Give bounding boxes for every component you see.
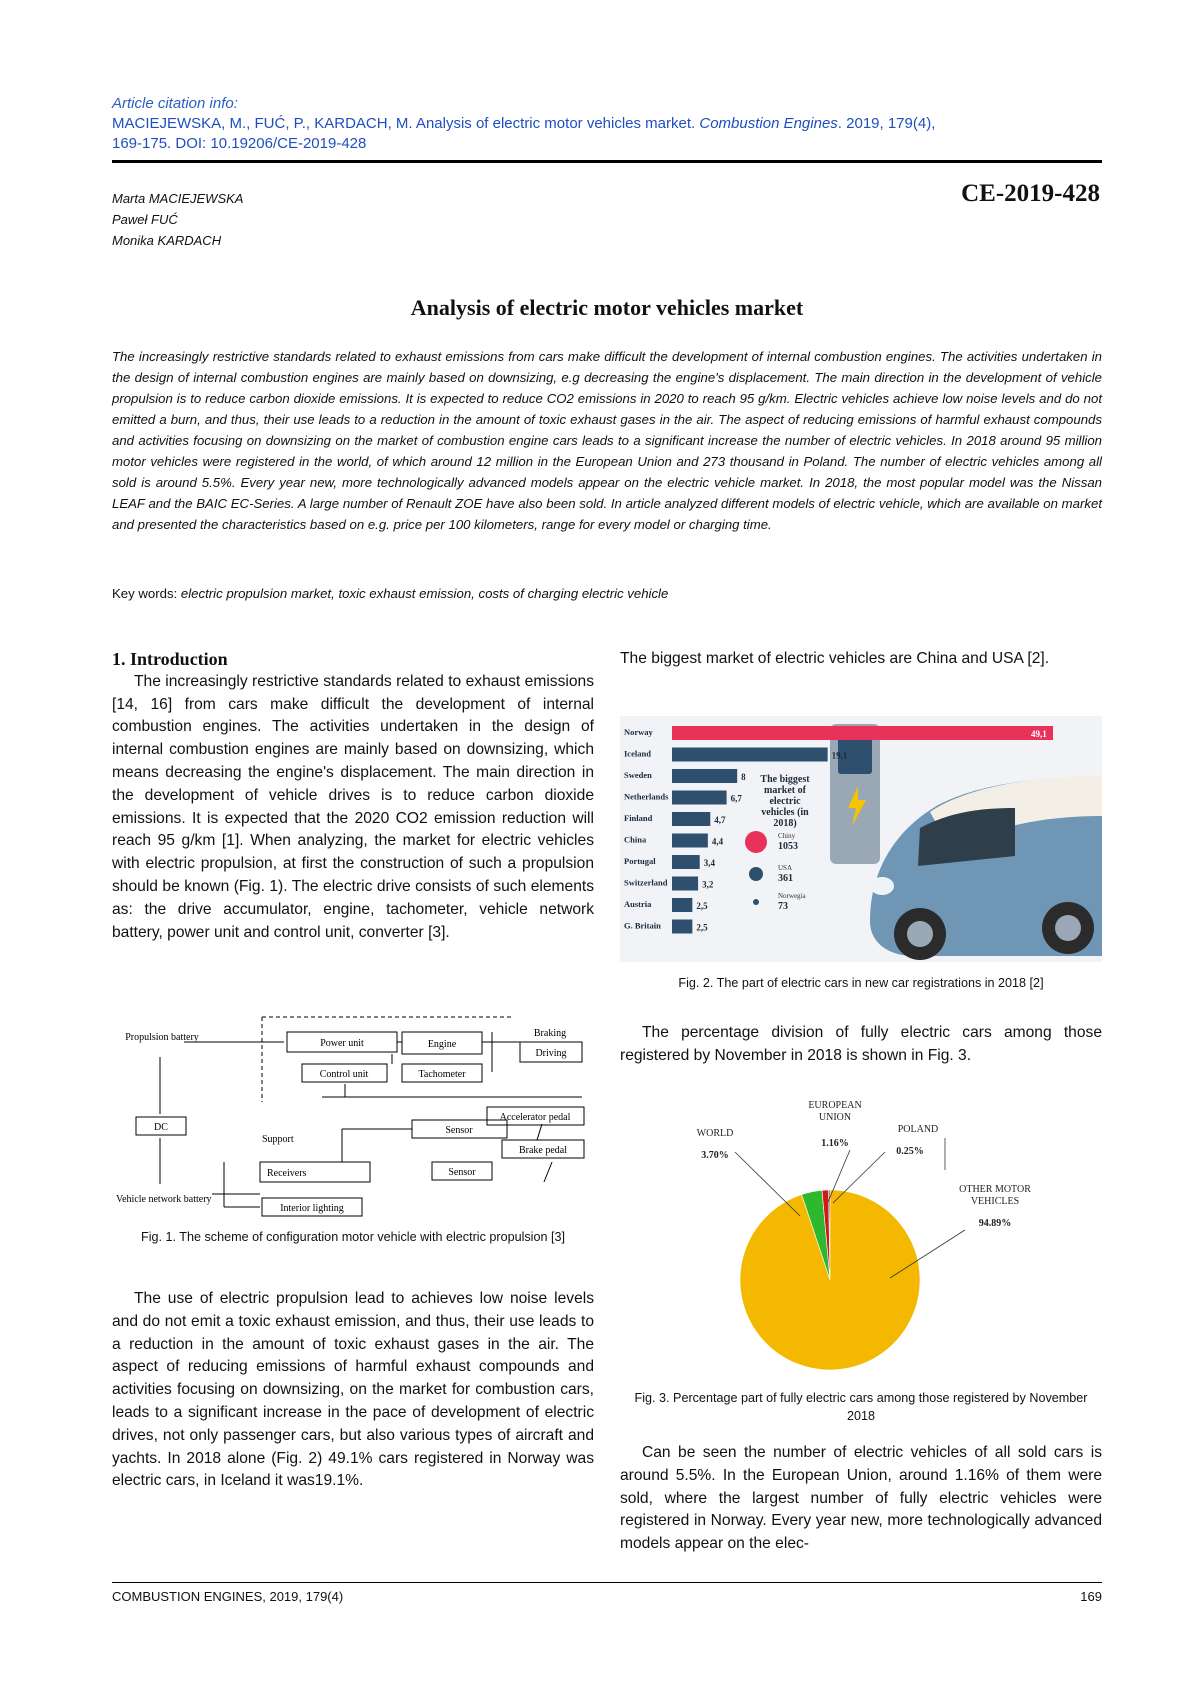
bar bbox=[672, 748, 828, 762]
driving-label: Driving bbox=[535, 1048, 567, 1059]
bar-value-label: 3,4 bbox=[703, 858, 715, 868]
slice-name-other: OTHER MOTOR VEHICLES bbox=[959, 1184, 1031, 1207]
author: Monika KARDACH bbox=[112, 233, 222, 248]
braking-label: Braking bbox=[533, 1028, 567, 1039]
right-column-mid bbox=[620, 1022, 1102, 1068]
bar-category-label: Sweden bbox=[624, 770, 652, 780]
bubble bbox=[749, 867, 763, 881]
propulsion-battery-label: Propulsion battery bbox=[125, 1032, 199, 1043]
bar-category-label: Norway bbox=[624, 727, 653, 737]
bubble-label: Norwegia bbox=[778, 892, 806, 900]
brake-pedal-label: Brake pedal bbox=[518, 1145, 568, 1156]
citation-doi[interactable]: 169-175. DOI: 10.19206/CE-2019-428 bbox=[112, 135, 367, 152]
bubble-label: USA bbox=[778, 864, 793, 872]
bar-value-label: 2,5 bbox=[696, 922, 708, 933]
slice-label-world: 3.70% bbox=[701, 1150, 729, 1161]
bar-category-label: Portugal bbox=[624, 856, 656, 866]
bar bbox=[672, 877, 698, 891]
slice-label-other: 94.89% bbox=[978, 1218, 1012, 1229]
bar-value-label: 8 bbox=[741, 772, 746, 782]
fig1-caption: Fig. 1. The scheme of configuration motor vehicle with electric propulsion [3] bbox=[141, 1230, 565, 1244]
control-unit-label: Control unit bbox=[319, 1069, 369, 1080]
paragraph: The biggest market of electric vehicles are China and USA [2]. bbox=[620, 650, 1050, 667]
fig2-caption: Fig. 2. The part of electric cars in new car registrations in 2018 [2] bbox=[678, 976, 1044, 990]
slice-label-eu: 1.16% bbox=[821, 1138, 849, 1149]
author: Paweł FUĆ bbox=[112, 212, 178, 227]
bar bbox=[672, 834, 708, 848]
article-id: CE-2019-428 bbox=[961, 180, 1100, 207]
bar bbox=[672, 812, 710, 826]
fig3-caption: Fig. 3. Percentage part of fully electric cars among those registered by November 2018 bbox=[634, 1391, 1088, 1423]
page-number: 169 bbox=[1080, 1589, 1102, 1604]
section-heading: 1. Introduction bbox=[112, 649, 228, 669]
sensor-label: Sensor bbox=[445, 1125, 473, 1136]
abstract: The increasingly restrictive standards related to exhaust emissions from cars make difficult the development of internal combustion engines. The activities undertaken in the design of internal combustion engines are mainly based on downsizing, e.g decreasing the engine's displacement. The main direction in the development of vehicle propulsion is to reduce carbon dioxide emissions. It is expected to reduce CO2 emissions in 2020 to reach 95 g/km. Electric vehicles achieve low noise levels and do not emitted a burn, and thus, their use leads to a reduction in the amount of toxic exhaust gases in the air. The aspect of reducing emissions of harmful exhaust compounds and activities focusing on downsizing on the market of combustion engine cars leads to a significant increase the number of electric vehicles. In 2018 around 95 million motor vehicles were registered in the world, of which around 12 million in the European Union and 273 thousand in Poland. The number of electric vehicles among all sold is around 5.5%. Every year new, more technologically advanced models appear on the electric vehicle market. In 2018, the most popular model was the Nissan LEAF and the BAIC EC-Series. A large number of Renault ZOE have also been sold. In article analyzed different models of electric vehicle, which are available on market and presented the characteristics based on e.g. price per 100 kilometers, range for every model or charging time. bbox=[112, 349, 1102, 532]
bar-category-label: Iceland bbox=[624, 748, 651, 759]
right-column-top bbox=[620, 648, 1102, 671]
bar-category-label: China bbox=[624, 834, 647, 845]
keywords: Key words: electric propulsion market, toxic exhaust emission, costs of charging electric vehicle bbox=[112, 586, 669, 601]
fig3-pie-chart bbox=[620, 1090, 1102, 1380]
accelerator-pedal-label: Accelerator pedal bbox=[499, 1112, 571, 1123]
paragraph: Can be seen the number of electric vehicles of all sold cars is around 5.5%. In the European Union, around 1.16% of them were sold, where the largest number of fully electric vehicles were registered in Norway. Every year new, more technologically advanced models appear on the elec- bbox=[620, 1444, 1102, 1553]
header-rule bbox=[112, 160, 1102, 163]
article-title: Analysis of electric motor vehicles market bbox=[410, 295, 804, 320]
bubble bbox=[753, 899, 759, 905]
page-footer bbox=[112, 1589, 1102, 1604]
receivers-label: Receivers bbox=[267, 1168, 307, 1179]
slice-name-world: WORLD bbox=[696, 1128, 734, 1139]
dc-label: DC bbox=[154, 1122, 168, 1133]
fig2-bar-chart bbox=[620, 716, 1102, 962]
author-list bbox=[112, 188, 243, 251]
bubble bbox=[745, 831, 767, 853]
citation-block bbox=[112, 94, 1102, 154]
slice-label-poland: 0.25% bbox=[896, 1146, 924, 1157]
bar-value-label: 49,1 bbox=[1031, 729, 1047, 739]
bar-value-label: 2,5 bbox=[696, 901, 708, 911]
slice-name-poland: POLAND bbox=[897, 1124, 939, 1135]
citation-label: Article citation info: bbox=[112, 95, 238, 112]
inset-title: The biggest market of electric vehicles (in 2018) bbox=[760, 774, 810, 829]
bar-category-label: G. Britain bbox=[624, 920, 661, 931]
paragraph: The use of electric propulsion lead to achieves low noise levels and do not emit a toxic exhaust emission, and thus, their use leads to a reduction in the amount of toxic exhaust gases in the air. The aspect of reducing emissions of harmful exhaust compounds and activities focusing on downsizing, on the market for combustion cars, leads to a significant increase in the pace of development of electric drives, not only passenger cars, but also various types of aircraft and yachts. In 2018 alone (Fig. 2) 49.1% cars registered in Norway was electric cars, in Iceland it was19.1%. bbox=[112, 1290, 594, 1490]
bubble-label: Chiny bbox=[778, 832, 796, 840]
engine-label: Engine bbox=[427, 1039, 457, 1050]
left-column-bottom bbox=[112, 1288, 594, 1493]
bubble-value: 73 bbox=[778, 901, 788, 912]
bar-value-label: 19,1 bbox=[831, 750, 848, 761]
bar-category-label: Austria bbox=[624, 899, 652, 909]
bar bbox=[672, 791, 727, 805]
bar-category-label: Netherlands bbox=[624, 791, 669, 802]
sensor-label: Sensor bbox=[448, 1167, 476, 1178]
bar-category-label: Switzerland bbox=[624, 877, 668, 888]
interior-lighting-label: Interior lighting bbox=[280, 1203, 344, 1214]
fig1-diagram bbox=[112, 1012, 594, 1222]
vehicle-network-battery-label: Vehicle network battery bbox=[116, 1194, 212, 1205]
bar bbox=[672, 898, 692, 912]
footer-journal: COMBUSTION ENGINES, 2019, 179(4) bbox=[112, 1589, 344, 1604]
left-column-top bbox=[112, 648, 594, 944]
paragraph: The increasingly restrictive standards related to exhaust emissions [14, 16] from cars make difficult the development of internal combustion engines. The activities undertaken in the design of internal combustion engines are mainly based on downsizing, which means decreasing the engine's displacement. The main direction in the development of vehicle drives is to reduce carbon dioxide emissions. It is expected that the 2020 CO2 emission reduction will reach 95 g/km [1]. When analyzing, the market for electric vehicles with electric propulsion, at first the construction of such a propulsion should be known (Fig. 1). The electric drive consists of such elements as: the drive accumulator, engine, tachometer, vehicle network battery, power unit and control unit, converter [3]. bbox=[112, 672, 594, 941]
bar-category-label: Finland bbox=[624, 813, 653, 823]
slice-name-eu: EUROPEAN UNION bbox=[808, 1100, 862, 1123]
bubble-value: 361 bbox=[778, 873, 793, 884]
author: Marta MACIEJEWSKA bbox=[112, 191, 244, 206]
bubble-value: 1053 bbox=[778, 841, 798, 852]
pie-slice bbox=[740, 1190, 920, 1370]
bar-value-label: 6,7 bbox=[730, 793, 742, 804]
support-label: Support bbox=[262, 1134, 294, 1145]
bar bbox=[672, 855, 700, 869]
right-column-bottom bbox=[620, 1442, 1102, 1556]
paragraph: The percentage division of fully electric cars among those registered by November in 2018 is shown in Fig. 3. bbox=[620, 1024, 1102, 1064]
tachometer-label: Tachometer bbox=[418, 1069, 466, 1080]
bar bbox=[672, 769, 737, 783]
bar-value-label: 4,4 bbox=[711, 836, 724, 847]
bar bbox=[672, 920, 692, 934]
citation-reference: MACIEJEWSKA, M., FUĆ, P., KARDACH, M. Analysis of electric motor vehicles market. Combustion Engines. 2019, 179(4), bbox=[112, 115, 936, 132]
power-unit-label: Power unit bbox=[320, 1038, 364, 1049]
bar bbox=[672, 726, 1053, 740]
bar-value-label: 4,7 bbox=[714, 815, 726, 825]
bar-value-label: 3,2 bbox=[702, 879, 714, 890]
footer-rule bbox=[112, 1582, 1102, 1583]
